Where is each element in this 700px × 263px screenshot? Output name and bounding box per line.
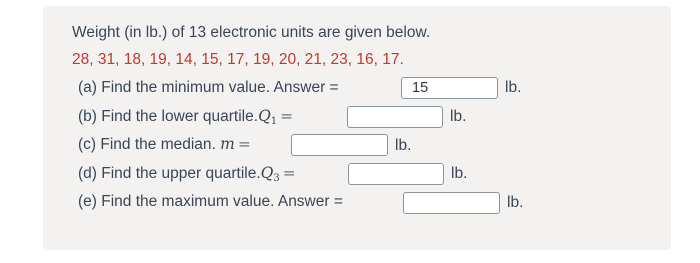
question-b-prompt: (b) Find the lower quartile. xyxy=(78,108,259,125)
maximum-answer-input[interactable] xyxy=(403,192,500,214)
question-d-row xyxy=(78,163,296,189)
median-input[interactable] xyxy=(291,134,388,156)
lower-quartile-input[interactable] xyxy=(347,106,443,128)
equals-sign-b: = xyxy=(280,107,294,125)
q3-symbol: $Q_3$ xyxy=(260,164,280,184)
equals-sign-d: = xyxy=(282,164,296,182)
q1-symbol: $Q_1$ xyxy=(258,107,278,127)
question-a-prompt: (a) Find the minimum value. Answer = xyxy=(78,79,339,96)
question-b-row xyxy=(78,106,293,132)
question-e-prompt: (e) Find the maximum value. Answer = xyxy=(78,193,343,210)
question-d-prompt: (d) Find the upper quartile. xyxy=(78,165,261,182)
unit-label-c: lb. xyxy=(395,137,412,154)
median-symbol: m xyxy=(220,135,235,153)
unit-label-a: lb. xyxy=(505,79,522,96)
equals-sign-c: = xyxy=(237,135,251,153)
question-c-prompt: (c) Find the median. xyxy=(78,136,216,153)
data-values: 28, 31, 18, 19, 14, 15, 17, 19, 20, 21, 23, 16, 17. xyxy=(72,51,404,68)
question-c-row xyxy=(78,134,251,155)
unit-label-e: lb. xyxy=(507,194,524,211)
minimum-answer-input[interactable] xyxy=(401,77,498,99)
problem-intro: Weight (in lb.) of 13 electronic units are given below. xyxy=(72,24,431,41)
unit-label-b: lb. xyxy=(450,108,467,125)
upper-quartile-input[interactable] xyxy=(348,163,444,185)
unit-label-d: lb. xyxy=(451,165,468,182)
